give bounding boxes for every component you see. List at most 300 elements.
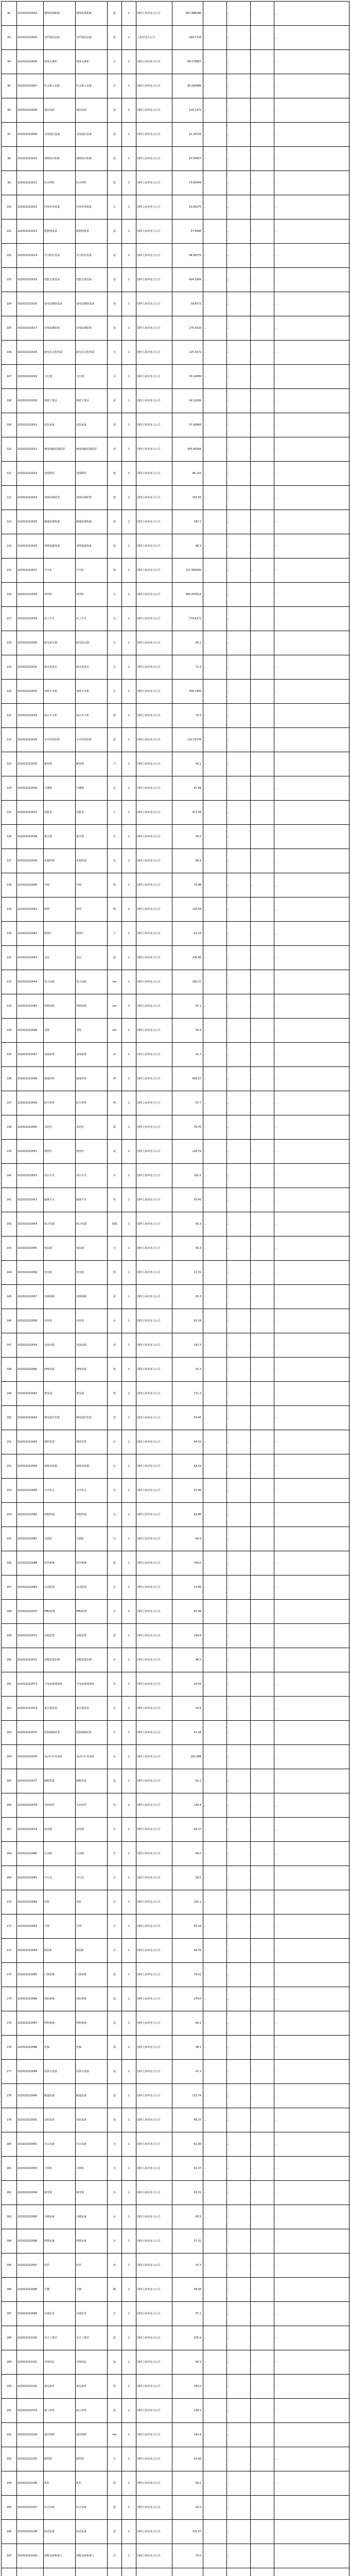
table-row: [2, 2036, 349, 2060]
cell-note: ...: [274, 123, 349, 147]
cell-buyer: 国网上海市电力公司: [136, 413, 172, 437]
cell-buyer: 国网上海市电力公司: [136, 2181, 172, 2205]
cell-method-1: ...: [203, 801, 227, 825]
cell-amount: 99.99: [172, 2278, 203, 2302]
cell-spec: 组合电器: [76, 1212, 108, 1236]
cell-no: 187: [2, 2302, 17, 2326]
cell-qty: 1: [122, 534, 136, 558]
cell-method-1: ...: [203, 2157, 227, 2181]
cell-no: 110: [2, 437, 17, 462]
cell-unit: km: [108, 2423, 122, 2447]
cell-code: 102021010105: [17, 2447, 44, 2471]
cell-qty: 1: [122, 389, 136, 413]
cell-note: ...: [274, 776, 349, 801]
cell-buyer: 国网上海市电力公司: [136, 704, 172, 728]
cell-method-2: ...: [227, 849, 251, 873]
cell-name: 变电站辅助设备: [44, 292, 76, 316]
cell-buyer: 国网上海市电力公司: [136, 970, 172, 994]
cell-no: 165: [2, 1769, 17, 1793]
cell-amount: 75.98: [172, 873, 203, 897]
cell-unit: 套: [108, 946, 122, 970]
cell-no: 136: [2, 1067, 17, 1091]
cell-amount: 426.37: [172, 1067, 203, 1091]
cell-method-3: ...: [251, 1672, 274, 1697]
cell-qty: 1: [122, 1793, 136, 1818]
cell-spec: 办公设备: [76, 2132, 108, 2157]
cell-method-1: ...: [203, 2350, 227, 2375]
cell-method-2: ...: [227, 1624, 251, 1648]
cell-amount: 65.3: [172, 1285, 203, 1309]
cell-name: 空调: [44, 1914, 76, 1939]
cell-no: 193: [2, 2447, 17, 2471]
cell-name: 防火材料: [44, 1091, 76, 1115]
cell-method-1: ...: [203, 1212, 227, 1236]
cell-method-2: ...: [227, 341, 251, 365]
cell-spec: 计算机: [76, 2157, 108, 2181]
cell-qty: 1: [122, 680, 136, 704]
cell-code: 102021010060: [17, 1358, 44, 1382]
cell-no: 191: [2, 2399, 17, 2423]
cell-qty: 1: [122, 728, 136, 752]
table-row: [2, 365, 349, 389]
cell-method-3: ...: [251, 316, 274, 341]
cell-method-1: ...: [203, 2084, 227, 2108]
cell-note: ...: [274, 922, 349, 946]
cell-method-2: ...: [227, 897, 251, 922]
cell-name: 储能装置: [44, 1769, 76, 1793]
cell-no: 182: [2, 2181, 17, 2205]
cell-no: 190: [2, 2375, 17, 2399]
cell-qty: 1: [122, 1648, 136, 1672]
cell-no: 161: [2, 1672, 17, 1697]
cell-buyer: 国网上海市电力公司: [136, 2447, 172, 2471]
cell-method-1: ...: [203, 1769, 227, 1793]
cell-method-2: ...: [227, 462, 251, 486]
cell-unit: 套: [108, 534, 122, 558]
table-row: [2, 1842, 349, 1866]
cell-code: 102021010037: [17, 801, 44, 825]
cell-method-1: ...: [203, 195, 227, 219]
cell-unit: 套: [108, 219, 122, 244]
cell-spec: 水泥杆: [76, 1115, 108, 1140]
cell-code: 102021010080: [17, 1842, 44, 1866]
cell-qty: 1: [122, 2157, 136, 2181]
table-row: [2, 462, 349, 486]
cell-note: ...: [274, 2253, 349, 2278]
cell-code: 102021010108: [17, 2520, 44, 2544]
cell-qty: 1: [122, 98, 136, 123]
cell-buyer: 国网上海市电力公司: [136, 2544, 172, 2568]
cell-code: 102021010049: [17, 1091, 44, 1115]
cell-code: 102021010066: [17, 1503, 44, 1527]
table-row: [2, 1406, 349, 1430]
cell-qty: 1: [122, 2399, 136, 2423]
cell-no: 125: [2, 801, 17, 825]
cell-code: 102021010045: [17, 994, 44, 1019]
cell-amount: 89.9: [172, 849, 203, 873]
cell-name: 站用变: [44, 1309, 76, 1333]
cell-method-1: ...: [203, 1793, 227, 1818]
cell-no: 132: [2, 970, 17, 994]
cell-note: ...: [274, 1430, 349, 1454]
cell-buyer: 国网上海市电力公司: [136, 2350, 172, 2375]
cell-spec: 除湿机: [76, 1939, 108, 1963]
cell-buyer: 国网上海市电力公司: [136, 776, 172, 801]
cell-amount: 94.37: [172, 1818, 203, 1842]
cell-code: 102021010055: [17, 1236, 44, 1261]
cell-qty: 1: [122, 1745, 136, 1769]
cell-method-3: ...: [251, 970, 274, 994]
cell-buyer: 国网上海市电力公司: [136, 825, 172, 849]
cell-qty: 1: [122, 2181, 136, 2205]
cell-buyer: 国网上海市电力公司: [136, 1454, 172, 1479]
cell-buyer: 国网上海市电力公司: [136, 1842, 172, 1866]
cell-buyer: 国网上海市电力公司: [136, 2060, 172, 2084]
cell-code: 102021010050: [17, 1115, 44, 1140]
table-body: [2, 2, 349, 2576]
cell-method-2: ...: [227, 98, 251, 123]
cell-method-3: ...: [251, 1963, 274, 1987]
cell-code: 102021010067: [17, 1527, 44, 1551]
cell-note: ...: [274, 341, 349, 365]
cell-spec: 铁塔: [76, 897, 108, 922]
cell-note: ...: [274, 510, 349, 534]
cell-method-1: ...: [203, 268, 227, 292]
cell-note: ...: [274, 631, 349, 655]
cell-amount: 58.1: [172, 2471, 203, 2496]
cell-spec: 照明系统: [76, 2011, 108, 2036]
cell-buyer: 国网上海市电力公司: [136, 1745, 172, 1769]
cell-name: 组合电器: [44, 1212, 76, 1236]
cell-name: 计算机: [44, 2157, 76, 2181]
cell-method-2: ...: [227, 2520, 251, 2544]
cell-spec: 故障录波器: [76, 1454, 108, 1479]
cell-qty: 1: [122, 462, 136, 486]
cell-qty: 1: [122, 2084, 136, 2108]
cell-amount: 857.986286: [172, 2, 203, 26]
cell-method-1: ...: [203, 341, 227, 365]
cell-qty: 1: [122, 825, 136, 849]
cell-code: 102021010077: [17, 1769, 44, 1793]
cell-method-3: ...: [251, 1261, 274, 1285]
cell-spec: 备自投装置: [76, 1697, 108, 1721]
cell-spec: 智能巡检机器人: [76, 2544, 108, 2568]
cell-note: ...: [274, 1285, 349, 1309]
cell-method-1: ...: [203, 2036, 227, 2060]
cell-unit: 台: [108, 655, 122, 680]
cell-spec: 升压变: [76, 1866, 108, 1890]
cell-amount: 61.2: [172, 1769, 203, 1793]
cell-unit: 片: [108, 922, 122, 946]
cell-note: ...: [274, 2132, 349, 2157]
cell-qty: 1: [122, 244, 136, 268]
cell-amount: 57.93800: [172, 413, 203, 437]
table-row: [2, 2084, 349, 2108]
cell-no: 197: [2, 2544, 17, 2568]
cell-no: 123: [2, 752, 17, 776]
cell-unit: 台: [108, 2132, 122, 2157]
cell-name: 无线通信设备: [44, 123, 76, 147]
cell-method-2: ...: [227, 316, 251, 341]
cell-amount: 92.23: [172, 922, 203, 946]
cell-qty: 1: [122, 2108, 136, 2132]
cell-qty: 1: [122, 1600, 136, 1624]
cell-code: 102021010027: [17, 558, 44, 583]
table-row: [2, 2205, 349, 2229]
cell-method-1: ...: [203, 558, 227, 583]
cell-spec: 施工材料: [76, 2399, 108, 2423]
cell-method-1: ...: [203, 98, 227, 123]
cell-spec: 暖通设备: [76, 2084, 108, 2108]
cell-buyer: 国网上海市电力公司: [136, 219, 172, 244]
cell-method-2: ...: [227, 704, 251, 728]
cell-spec: 电梯: [76, 2036, 108, 2060]
cell-method-2: ...: [227, 2302, 251, 2326]
cell-method-2: ...: [227, 1745, 251, 1769]
cell-no: 119: [2, 655, 17, 680]
cell-method-1: ...: [203, 1551, 227, 1575]
cell-qty: 1: [122, 341, 136, 365]
table-row: [2, 2, 349, 26]
cell-spec: 直流电源: [76, 1333, 108, 1358]
cell-code: 102021010101: [17, 2350, 44, 2375]
cell-buyer: 国网上海市电力公司: [136, 922, 172, 946]
cell-note: ...: [274, 558, 349, 583]
cell-qty: 1: [122, 292, 136, 316]
cell-buyer: 国网上海市电力公司: [136, 1721, 172, 1745]
cell-amount: 155.05: [172, 486, 203, 510]
table-row: [2, 2350, 349, 2375]
cell-buyer: 国网上海市电力公司: [136, 1091, 172, 1115]
cell-code: 102021010059: [17, 1333, 44, 1358]
cell-note: ...: [274, 1358, 349, 1382]
cell-method-1: ...: [203, 534, 227, 558]
cell-buyer: 国网上海市电力公司: [136, 1914, 172, 1939]
cell-name: [44, 2568, 76, 2576]
cell-qty: 1: [122, 1358, 136, 1382]
cell-name: 直流电源: [44, 1333, 76, 1358]
cell-method-3: ...: [251, 98, 274, 123]
cell-buyer: 国网上海市电力公司: [136, 873, 172, 897]
cell-amount: 51.33725: [172, 123, 203, 147]
cell-buyer: 国网上海市电力公司: [136, 2302, 172, 2326]
cell-buyer: 国网上海市电力公司: [136, 1600, 172, 1624]
cell-buyer: 国网上海市电力公司: [136, 1866, 172, 1890]
cell-buyer: 国网上海市电力公司: [136, 1551, 172, 1575]
table-row: [2, 219, 349, 244]
table-row: [2, 50, 349, 74]
cell-buyer: 国网上海市电力公司: [136, 1212, 172, 1236]
cell-method-3: ...: [251, 123, 274, 147]
cell-spec: 小电流接地选线: [76, 1672, 108, 1697]
cell-unit: 台: [108, 1890, 122, 1914]
cell-qty: 1: [122, 2229, 136, 2253]
cell-method-3: ...: [251, 2520, 274, 2544]
cell-note: ...: [274, 1067, 349, 1091]
cell-method-1: ...: [203, 655, 227, 680]
cell-no: 98: [2, 147, 17, 171]
cell-amount: 97.1: [172, 994, 203, 1019]
cell-buyer: 国网上海市电力公司: [136, 1358, 172, 1382]
cell-code: 102021010106: [17, 2471, 44, 2496]
cell-name: 电动汽车充电桩: [44, 1745, 76, 1769]
cell-code: 102021010041: [17, 897, 44, 922]
cell-buyer: 国网上海市电力公司: [136, 897, 172, 922]
cell-spec: 钢管杆: [76, 1140, 108, 1164]
cell-buyer: 国网上海市电力公司: [136, 1818, 172, 1842]
cell-method-2: ...: [227, 752, 251, 776]
cell-method-2: ...: [227, 1236, 251, 1261]
cell-code: 102021010104: [17, 2423, 44, 2447]
cell-method-2: ...: [227, 2471, 251, 2496]
cell-spec: 高压开关: [76, 1164, 108, 1188]
cell-buyer: 国网上海市电力公司: [136, 486, 172, 510]
cell-method-2: ...: [227, 1866, 251, 1890]
cell-code: 102021010035: [17, 752, 44, 776]
cell-name: 智能终端: [44, 1503, 76, 1527]
cell-note: ...: [274, 171, 349, 195]
cell-method-3: ...: [251, 1600, 274, 1624]
cell-amount: 128.1: [172, 2399, 203, 2423]
cell-buyer: 国网上海市电力公司: [136, 1479, 172, 1503]
cell-no: 158: [2, 1600, 17, 1624]
cell-qty: 1: [122, 1866, 136, 1890]
cell-name: 远动装置: [44, 1575, 76, 1600]
cell-method-3: ...: [251, 1624, 274, 1648]
table-row: [2, 1672, 349, 1697]
cell-spec: 环网柜: [76, 583, 108, 607]
cell-amount: 93.19: [172, 1309, 203, 1333]
cell-spec: 光纤通信设备: [76, 26, 108, 50]
cell-note: ...: [274, 26, 349, 50]
cell-method-3: ...: [251, 1503, 274, 1527]
cell-code: 102021010088: [17, 2036, 44, 2060]
cell-method-2: ...: [227, 583, 251, 607]
cell-name: 绝缘子: [44, 922, 76, 946]
cell-method-2: ...: [227, 1358, 251, 1382]
cell-spec: 无线通信设备: [76, 123, 108, 147]
cell-code: 102021010011: [17, 171, 44, 195]
cell-method-2: ...: [227, 195, 251, 219]
cell-method-1: ...: [203, 365, 227, 389]
cell-note: ...: [274, 1600, 349, 1624]
cell-code: 102021010051: [17, 1140, 44, 1164]
cell-unit: 间隔: [108, 1212, 122, 1236]
cell-amount: 41.37: [172, 2157, 203, 2181]
cell-method-1: ...: [203, 2375, 227, 2399]
cell-name: 数据网设备: [44, 219, 76, 244]
cell-buyer: 国网上海市电力公司: [136, 1140, 172, 1164]
cell-amount: 306.1405: [172, 680, 203, 704]
cell-code: 102021010082: [17, 1890, 44, 1914]
cell-buyer: 国网上海市电力公司: [136, 946, 172, 970]
cell-method-1: ...: [203, 1406, 227, 1430]
cell-spec: 服务器: [76, 2181, 108, 2205]
cell-method-3: [251, 2568, 274, 2576]
cell-code: 102021010006: [17, 50, 44, 74]
cell-name: 综合接入设备: [44, 74, 76, 98]
cell-amount: 56.3: [172, 1236, 203, 1261]
cell-name: 防雷设备: [44, 2520, 76, 2544]
cell-method-3: ...: [251, 1188, 274, 1212]
cell-amount: 142.4: [172, 2423, 203, 2447]
cell-spec: 互感器: [76, 776, 108, 801]
cell-qty: 1: [122, 147, 136, 171]
cell-unit: 台: [108, 1503, 122, 1527]
cell-spec: 储能装置: [76, 1769, 108, 1793]
table-row: [2, 1164, 349, 1188]
cell-code: 102021010073: [17, 1672, 44, 1697]
cell-spec: 电能表: [76, 801, 108, 825]
cell-spec: 电缆附件: [76, 462, 108, 486]
cell-note: ...: [274, 1236, 349, 1261]
cell-code: 102021010075: [17, 1721, 44, 1745]
cell-code: 102021010020: [17, 389, 44, 413]
cell-spec: 金具: [76, 946, 108, 970]
cell-amount: 69.1: [172, 2011, 203, 2036]
cell-code: 102021010100: [17, 2326, 44, 2350]
table-row: [2, 1333, 349, 1358]
cell-spec: 箱式变电站: [76, 655, 108, 680]
cell-amount: 24.93: [172, 1672, 203, 1697]
cell-qty: 1: [122, 1914, 136, 1939]
cell-no: 171: [2, 1914, 17, 1939]
cell-method-1: ...: [203, 1236, 227, 1261]
cell-amount: 155.1: [172, 1890, 203, 1914]
cell-method-2: ...: [227, 946, 251, 970]
cell-buyer: 国网上海市电力公司: [136, 2375, 172, 2399]
cell-qty: 1: [122, 1406, 136, 1430]
cell-no: 150: [2, 1406, 17, 1430]
cell-note: ...: [274, 292, 349, 316]
cell-spec: 汇流箱: [76, 1842, 108, 1866]
cell-unit: 台: [108, 1600, 122, 1624]
cell-name: 除湿机: [44, 1939, 76, 1963]
cell-buyer: 国网上海市电力公司: [136, 365, 172, 389]
cell-qty: 1: [122, 1503, 136, 1527]
cell-note: ...: [274, 583, 349, 607]
cell-name: 试验设备: [44, 413, 76, 437]
cell-note: ...: [274, 704, 349, 728]
cell-qty: 1: [122, 1309, 136, 1333]
cell-no: 96: [2, 98, 17, 123]
table-row: [2, 26, 349, 50]
table-row: [2, 631, 349, 655]
cell-note: ...: [274, 1188, 349, 1212]
cell-note: ...: [274, 462, 349, 486]
cell-note: ...: [274, 1866, 349, 1890]
cell-spec: UPS电源: [76, 1358, 108, 1382]
cell-code: 102021010044: [17, 970, 44, 994]
table-row: [2, 486, 349, 510]
cell-spec: 视频监控系统: [76, 147, 108, 171]
table-row: [2, 171, 349, 195]
cell-method-1: ...: [203, 2108, 227, 2132]
cell-method-2: ...: [227, 2375, 251, 2399]
cell-unit: 台: [108, 849, 122, 873]
cell-unit: 台: [108, 195, 122, 219]
cell-buyer: 国网上海市电力公司: [136, 1503, 172, 1527]
cell-code: 102021010096: [17, 2229, 44, 2253]
cell-unit: 台: [108, 1236, 122, 1261]
cell-buyer: 国网上海市电力公司: [136, 801, 172, 825]
cell-qty: 1: [122, 1043, 136, 1067]
cell-method-2: ...: [227, 2544, 251, 2568]
cell-spec: 输电线路监测装置: [76, 437, 108, 462]
cell-unit: 套: [108, 1769, 122, 1793]
cell-name: 开关柜: [44, 558, 76, 583]
cell-method-1: ...: [203, 292, 227, 316]
